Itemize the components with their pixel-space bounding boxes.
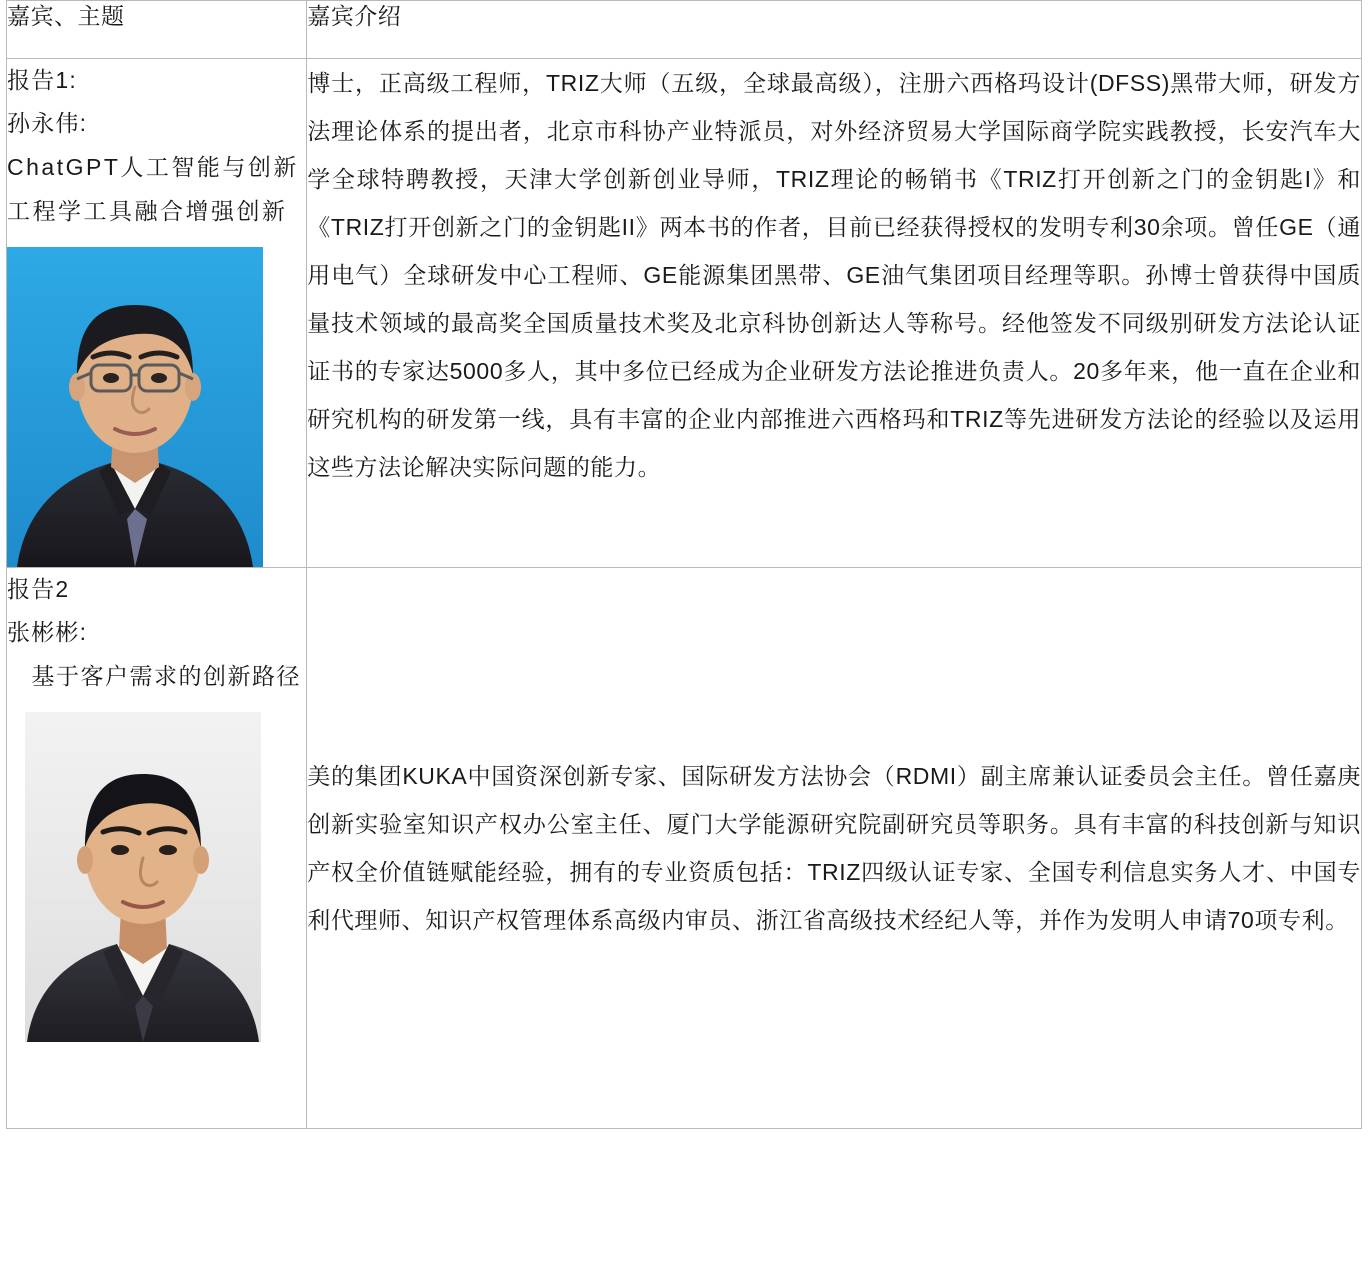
bio-cell-2 bbox=[307, 568, 1362, 1129]
bio-text-2: 美的集团KUKA中国资深创新专家、国际研发方法协会（RDMI）副主席兼认证委员会主任。曾任嘉庚创新实验室知识产权办公室主任、厦门大学能源研究院副研究员等职务。具有丰富的科技创新与知识产权全价值链赋能经验，拥有的专业资质包括：TRIZ四级认证专家、全国专利信息实务人才、中国专利代理师、知识产权管理体系高级内审员、浙江省高级技术经纪人等，并作为发明人申请70项专利。 bbox=[307, 763, 1361, 933]
table-header-cell-topic bbox=[7, 1, 307, 59]
speaker-photo-2 bbox=[25, 712, 261, 1042]
table-row bbox=[7, 568, 1362, 1129]
speaker-photo-wrap-1 bbox=[7, 247, 306, 567]
report-label-1: 报告1: bbox=[7, 67, 77, 93]
header-label-intro: 嘉宾介绍 bbox=[307, 3, 402, 29]
bio-align-wrap-2 bbox=[307, 568, 1361, 1128]
table-header-cell-intro bbox=[307, 1, 1362, 59]
speaker-cell-1 bbox=[7, 59, 307, 568]
talk-title-1: ChatGPT人工智能与创新工程学工具融合增强创新 bbox=[7, 154, 299, 224]
speaker-cell-2 bbox=[7, 568, 307, 1129]
table-header-row bbox=[7, 1, 1362, 59]
speaker-photo-1 bbox=[7, 247, 263, 567]
bio-cell-1 bbox=[307, 59, 1362, 568]
report-label-2: 报告2 bbox=[7, 576, 70, 602]
speaker-photo-wrap-2 bbox=[7, 712, 306, 1042]
header-label-topic: 嘉宾、主题 bbox=[7, 3, 125, 29]
talk-title-2: 基于客户需求的创新路径 bbox=[7, 663, 301, 689]
speaker-name-2: 张彬彬: bbox=[7, 619, 88, 645]
guest-table bbox=[6, 0, 1362, 1129]
bio-text-1: 博士，正高级工程师，TRIZ大师（五级，全球最高级），注册六西格玛设计(DFSS)黑带大师，研发方法理论体系的提出者，北京市科协产业特派员，对外经济贸易大学国际商学院实践教授，长安汽车大学全球特聘教授，天津大学创新创业导师，TRIZ理论的畅销书《TRIZ打开创新之门的金钥匙I》和《TRIZ打开创新之门的金钥匙II》两本书的作者，目前已经获得授权的发明专利30余项。曾任GE（通用电气）全球研发中心工程师、GE能源集团黑带、GE油气集团项目经理等职。孙博士曾获得中国质量技术领域的最高奖全国质量技术奖及北京科协创新达人等称号。经他签发不同级别研发方法论认证证书的专家达5000多人，其中多位已经成为企业研发方法论推进负责人。20多年来，他一直在企业和研究机构的研发第一线，具有丰富的企业内部推进六西格玛和TRIZ等先进研发方法论的经验以及运用这些方法论解决实际问题的能力。 bbox=[307, 70, 1361, 480]
table-row bbox=[7, 59, 1362, 568]
speaker-name-1: 孙永伟: bbox=[7, 110, 88, 136]
